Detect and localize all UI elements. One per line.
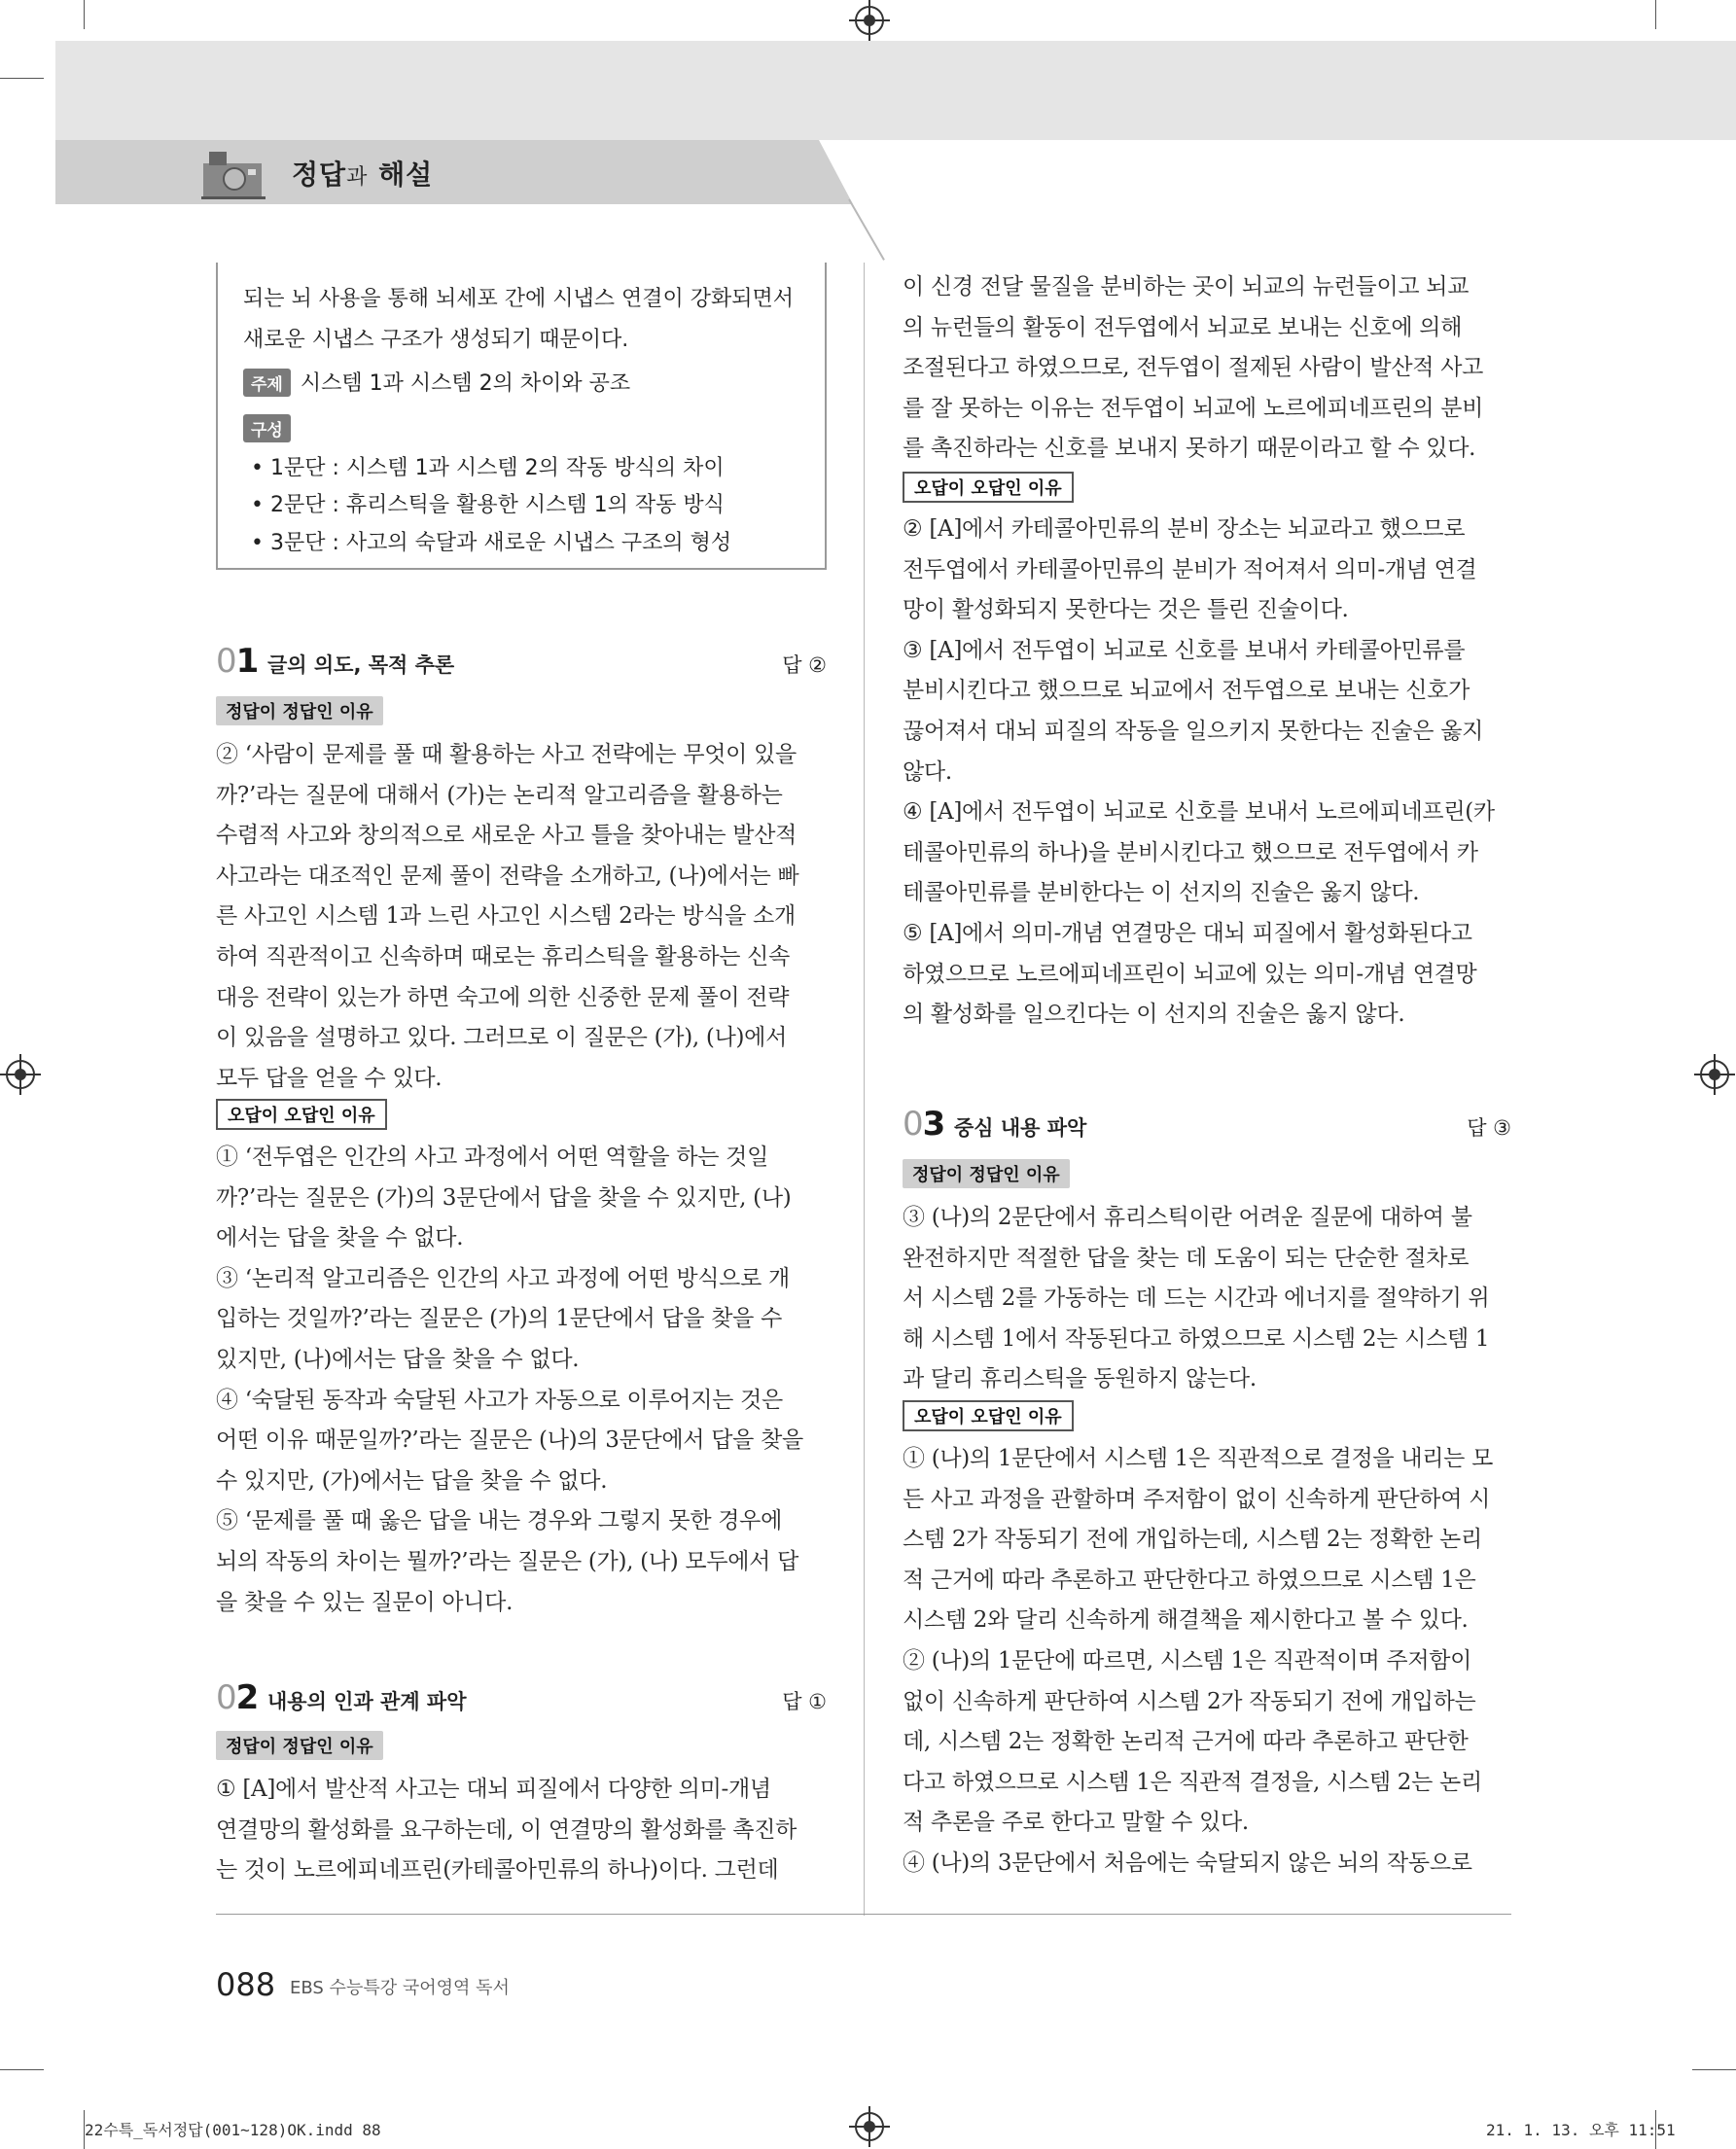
registration-mark-icon <box>855 2112 884 2141</box>
body-text-line: 수 있지만, (가)에서는 답을 찾을 수 없다. <box>216 1467 608 1494</box>
summary-line: 새로운 시냅스 구조가 생성되기 때문이다. <box>243 328 629 352</box>
question-answer: 답 ③ <box>1467 1116 1511 1140</box>
body-text-line: 다고 하였으므로 시스템 1은 직관적 결정을, 시스템 2는 논리 <box>903 1769 1482 1795</box>
body-text-line: 적 근거에 따라 추론하고 판단한다고 하였으므로 시스템 1은 <box>903 1567 1476 1593</box>
body-text-line: 테콜아민류의 하나)을 분비시킨다고 했으므로 전두엽에서 카 <box>903 839 1478 865</box>
print-slug-date: 21. 1. 13. 오후 11:51 <box>1486 2121 1676 2139</box>
body-text-line: 없이 신속하게 판단하여 시스템 2가 작동되기 전에 개입하는 <box>903 1688 1476 1714</box>
body-text-line: 까?’라는 질문은 (가)의 3문단에서 답을 찾을 수 있지만, (나) <box>216 1184 792 1211</box>
body-text-line: 않다. <box>903 758 952 785</box>
crop-mark <box>1655 0 1656 29</box>
body-text-line: 테콜아민류를 분비한다는 이 선지의 진술은 옳지 않다. <box>903 880 1420 906</box>
body-text-line: 어떤 이유 때문일까?’라는 질문은 (나)의 3문단에서 답을 찾을 <box>216 1427 803 1454</box>
body-text-line: 적 추론을 주로 한다고 말할 수 있다. <box>903 1810 1249 1836</box>
body-text-line: 뇌의 작동의 차이는 뭘까?’라는 질문은 (가), (나) 모두에서 답 <box>216 1549 799 1574</box>
body-text-line: 연결망의 활성화를 요구하는데, 이 연결망의 활성화를 촉진하 <box>216 1816 797 1843</box>
column-divider <box>864 263 865 1916</box>
wrong-reason-label: 오답이 오답인 이유 <box>903 472 1074 503</box>
body-text-line: 있지만, (나)에서는 답을 찾을 수 없다. <box>216 1347 580 1372</box>
crop-mark <box>1692 2069 1736 2070</box>
body-text-line: 완전하지만 적절한 답을 찾는 데 도움이 되는 단순한 절차로 <box>903 1245 1470 1271</box>
question-answer: 답 ① <box>782 1690 827 1713</box>
registration-mark-icon <box>1700 1060 1729 1089</box>
body-text-line: 하였으므로 노르에피네프린이 뇌교에 있는 의미-개념 연결망 <box>903 961 1477 987</box>
question-number: 02 <box>216 1678 259 1717</box>
body-text-line: 를 잘 못하는 이유는 전두엽이 뇌교에 노르에피네프린의 분비 <box>903 395 1484 421</box>
body-text-line: 사고라는 대조적인 문제 풀이 전략을 소개하고, (나)에서는 빠 <box>216 863 799 889</box>
correct-reason-label: 정답이 정답인 이유 <box>216 1731 383 1760</box>
column-divider-diagonal <box>848 199 885 261</box>
body-text-line: 스템 2가 작동되기 전에 개입하는데, 시스템 2는 정확한 논리 <box>903 1527 1482 1553</box>
structure-item: • 3문단 : 사고의 숙달과 새로운 시냅스 구조의 형성 <box>251 531 732 555</box>
body-text-line: 조절된다고 하였으므로, 전두엽이 절제된 사람이 발산적 사고 <box>903 355 1484 381</box>
body-text-line: ② (나)의 1문단에 따르면, 시스템 1은 직관적이며 주저함이 <box>903 1648 1472 1673</box>
question-title: 글의 의도, 목적 추론 <box>267 653 455 677</box>
camera-illustration-icon <box>199 146 269 202</box>
body-text-line: 든 사고 과정을 관할하며 주저함이 없이 신속하게 판단하여 시 <box>903 1486 1491 1512</box>
structure-item: • 2문단 : 휴리스틱을 활용한 시스템 1의 작동 방식 <box>251 493 725 517</box>
question-answer: 답 ② <box>782 653 827 677</box>
body-text-line: 하여 직관적이고 신속하며 때로는 휴리스틱을 활용하는 신속 <box>216 944 791 969</box>
registration-mark-icon <box>6 1060 35 1089</box>
question-number: 03 <box>903 1105 945 1144</box>
body-text-line: 끊어져서 대뇌 피질의 작동을 일으키지 못한다는 진술은 옳지 <box>903 719 1484 744</box>
correct-reason-label: 정답이 정답인 이유 <box>216 696 383 725</box>
question-title: 중심 내용 파악 <box>954 1116 1087 1140</box>
body-text-line: 이 신경 전달 물질을 분비하는 곳이 뇌교의 뉴런들이고 뇌교 <box>903 274 1470 299</box>
body-text-line: 를 촉진하라는 신호를 보내지 못하기 때문이라고 할 수 있다. <box>903 436 1476 462</box>
question-number: 01 <box>216 642 259 681</box>
body-text-line: 전두엽에서 카테콜아민류의 분비가 적어져서 의미-개념 연결 <box>903 556 1477 582</box>
body-text-line: 의 뉴런들의 활동이 전두엽에서 뇌교로 보내는 신호에 의해 <box>903 314 1463 340</box>
wrong-reason-label: 오답이 오답인 이유 <box>216 1099 387 1130</box>
body-text-line: 모두 답을 얻을 수 있다. <box>216 1065 443 1091</box>
body-text-line: 는 것이 노르에피네프린(카테콜아민류의 하나)이다. 그런데 <box>216 1857 779 1884</box>
summary-theme: 주제 시스템 1과 시스템 2의 차이와 공조 <box>243 367 630 397</box>
body-text-line: ④ (나)의 3문단에서 처음에는 숙달되지 않은 뇌의 작동으로 <box>903 1850 1472 1876</box>
structure-item: • 1문단 : 시스템 1과 시스템 2의 작동 방식의 차이 <box>251 456 725 480</box>
body-text-line: ① [A]에서 발산적 사고는 대뇌 피질에서 다양한 의미-개념 <box>216 1777 771 1802</box>
body-text-line: 입하는 것일까?’라는 질문은 (가)의 1문단에서 답을 찾을 수 <box>216 1306 782 1332</box>
print-slug-file: 22수특_독서정답(001~128)OK.indd 88 <box>85 2121 381 2139</box>
body-text-line: ⑤ [A]에서 의미-개념 연결망은 대뇌 피질에서 활성화된다고 <box>903 921 1472 946</box>
body-text-line: 에서는 답을 찾을 수 없다. <box>216 1225 464 1251</box>
structure-tag: 구성 <box>243 414 291 442</box>
body-text-line: 수렴적 사고와 창의적으로 새로운 사고 틀을 찾아내는 발산적 <box>216 823 797 849</box>
body-text-line: 분비시킨다고 했으므로 뇌교에서 전두엽으로 보내는 신호가 <box>903 678 1470 704</box>
body-text-line: 서 시스템 2를 가동하는 데 드는 시간과 에너지를 절약하기 위 <box>903 1286 1490 1312</box>
question-title: 내용의 인과 관계 파악 <box>267 1690 467 1713</box>
body-text-line: ③ (나)의 2문단에서 휴리스틱이란 어려운 질문에 대하여 불 <box>903 1205 1472 1230</box>
body-text-line: 대응 전략이 있는가 하면 숙고에 의한 신중한 문제 풀이 전략 <box>216 984 790 1010</box>
body-text-line: 과 달리 휴리스틱을 동원하지 않는다. <box>903 1366 1257 1392</box>
correct-reason-label: 정답이 정답인 이유 <box>903 1159 1070 1188</box>
body-text-line: 망이 활성화되지 못한다는 것은 틀린 진술이다. <box>903 597 1349 623</box>
body-text-line: ④ ‘숙달된 동작과 숙달된 사고가 자동으로 이루어지는 것은 <box>216 1387 783 1413</box>
theme-tag: 주제 <box>243 369 291 397</box>
registration-mark-icon <box>855 6 884 35</box>
body-text-line: ① ‘전두엽은 인간의 사고 과정에서 어떤 역할을 하는 것일 <box>216 1145 768 1170</box>
body-text-line: 을 찾을 수 있는 질문이 아니다. <box>216 1589 514 1615</box>
crop-mark <box>0 78 44 79</box>
header-title: 정답과 해설 <box>292 159 434 191</box>
body-text-line: ② ‘사람이 문제를 풀 때 활용하는 사고 전략에는 무엇이 있을 <box>216 742 797 767</box>
header-band <box>55 41 1736 140</box>
book-title: EBS 수능특강 국어영역 독서 <box>290 1978 510 1998</box>
footer-rule <box>216 1914 1511 1915</box>
body-text-line: 른 사고인 시스템 1과 느린 사고인 시스템 2라는 방식을 소개 <box>216 903 796 930</box>
crop-mark <box>84 0 85 29</box>
body-text-line: 데, 시스템 2는 정확한 논리적 근거에 따라 추론하고 판단한 <box>903 1729 1469 1755</box>
page-number: 088 <box>216 1966 276 2003</box>
summary-structure-heading <box>243 414 301 442</box>
body-text-line: ③ [A]에서 전두엽이 뇌교로 신호를 보내서 카테콜아민류를 <box>903 637 1466 663</box>
body-text-line: 이 있음을 설명하고 있다. 그러므로 이 질문은 (가), (나)에서 <box>216 1025 787 1051</box>
body-text-line: ③ ‘논리적 알고리즘은 인간의 사고 과정에 어떤 방식으로 개 <box>216 1265 790 1291</box>
wrong-reason-label: 오답이 오답인 이유 <box>903 1400 1074 1431</box>
body-text-line: ④ [A]에서 전두엽이 뇌교로 신호를 보내서 노르에피네프린(카 <box>903 799 1495 826</box>
body-text-line: 까?’라는 질문에 대해서 (가)는 논리적 알고리즘을 활용하는 <box>216 782 783 808</box>
body-text-line: 해 시스템 1에서 작동된다고 하였으므로 시스템 2는 시스템 1 <box>903 1325 1490 1352</box>
body-text-line: 의 활성화를 일으킨다는 이 선지의 진술은 옳지 않다. <box>903 1002 1405 1028</box>
header-tab <box>55 140 853 204</box>
body-text-line: ⑤ ‘문제를 풀 때 옳은 답을 내는 경우와 그렇지 못한 경우에 <box>216 1508 783 1534</box>
body-text-line: ① (나)의 1문단에서 시스템 1은 직관적으로 결정을 내리는 모 <box>903 1446 1493 1471</box>
body-text-line: 시스템 2와 달리 신속하게 해결책을 제시한다고 볼 수 있다. <box>903 1607 1469 1634</box>
body-text-line: ② [A]에서 카테콜아민류의 분비 장소는 뇌교라고 했으므로 <box>903 516 1466 542</box>
crop-mark <box>0 2069 44 2070</box>
summary-line: 되는 뇌 사용을 통해 뇌세포 간에 시냅스 연결이 강화되면서 <box>243 287 794 311</box>
